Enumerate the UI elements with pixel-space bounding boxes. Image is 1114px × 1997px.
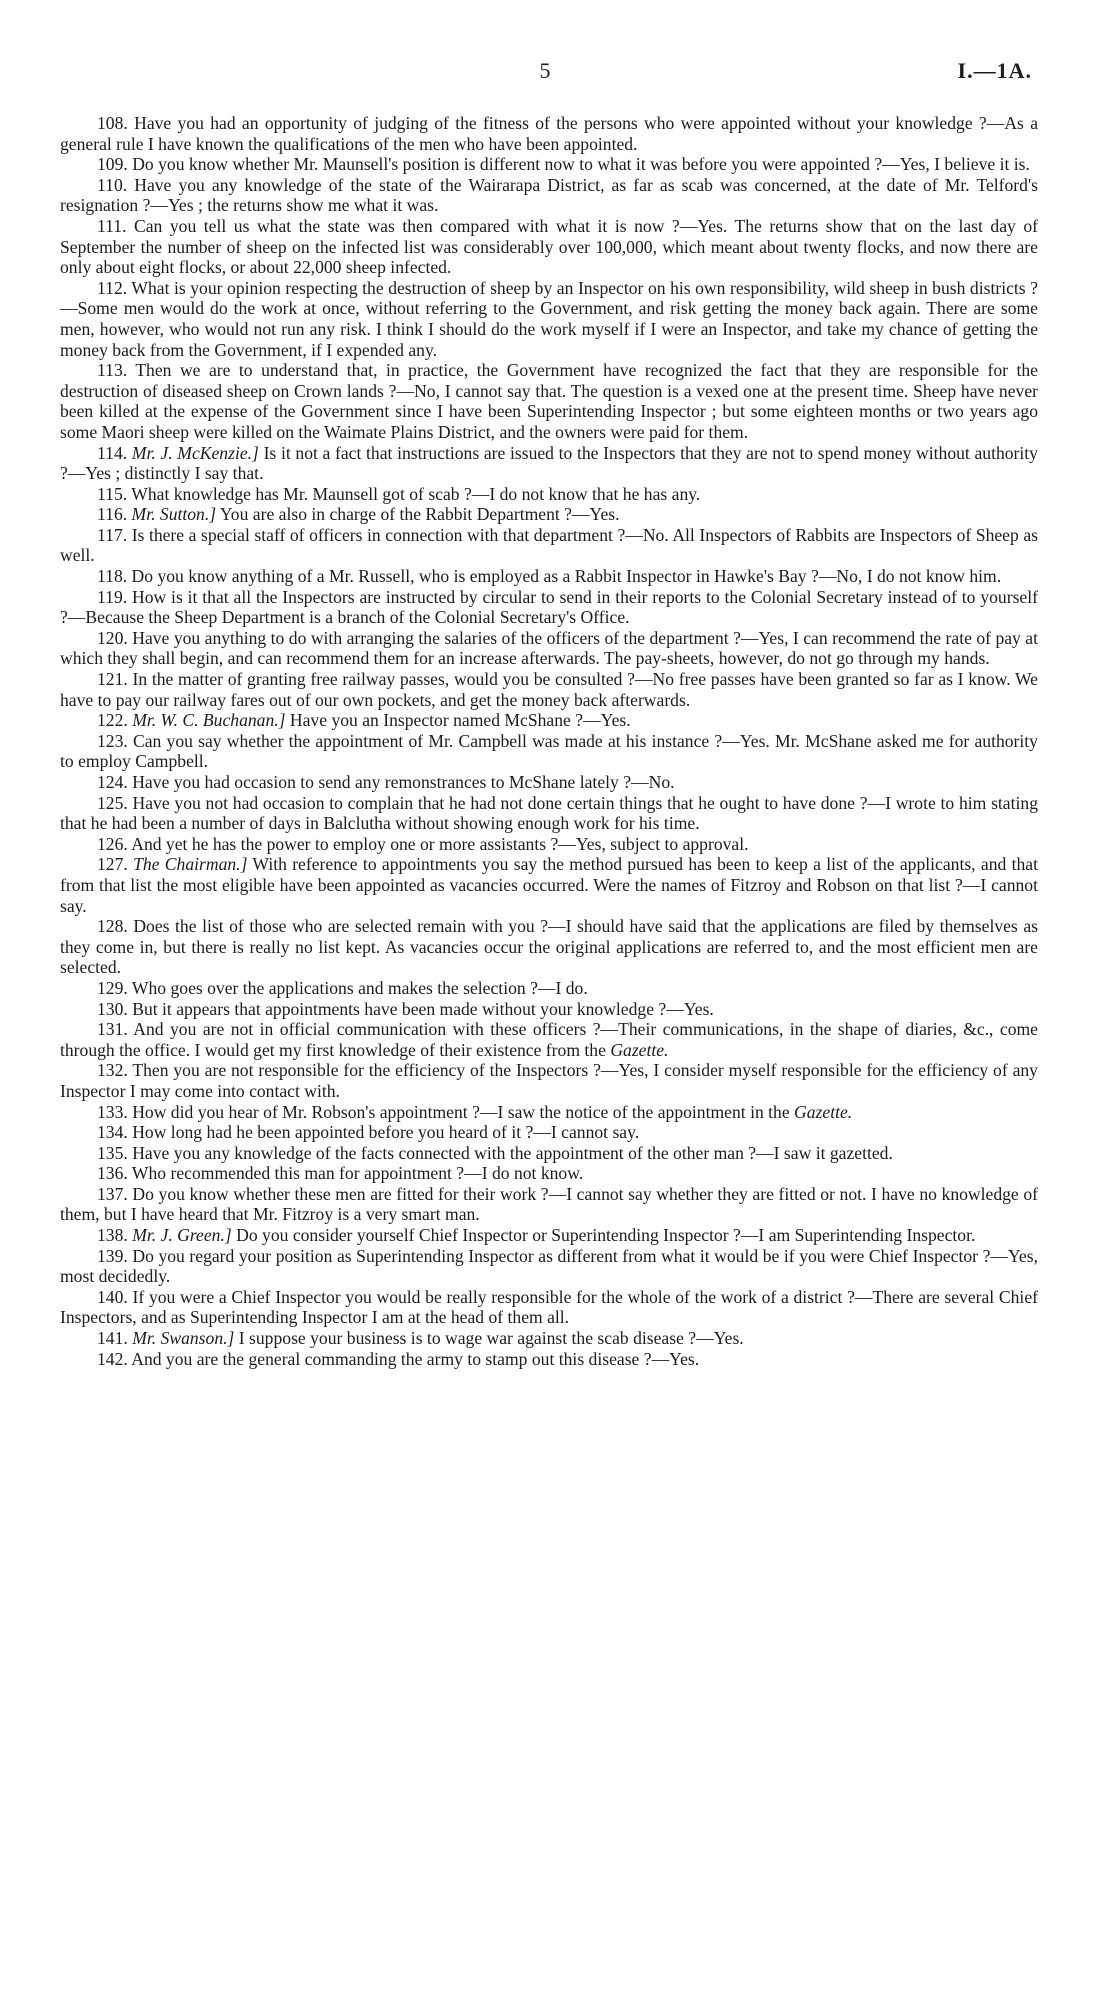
question-paragraph	[60, 1060, 1038, 1101]
evidence-body	[60, 113, 1038, 1369]
question-answer-text: You are also in charge of the Rabbit Department ?—Yes.	[219, 504, 620, 525]
question-number: 120.	[97, 627, 128, 648]
question-number: 125.	[97, 792, 128, 813]
speaker-name: Mr. Sutton.]	[131, 504, 217, 525]
question-answer-text: Have you not had occasion to complain that he had not done certain things that he ought to have done ?—I wrote to him stating that he had been a number of days in Balclutha without showing enough work for his time.	[60, 792, 1038, 834]
question-paragraph	[60, 504, 1038, 525]
question-paragraph	[60, 566, 1038, 587]
question-paragraph	[60, 525, 1038, 566]
question-answer-text: And you are not in official communication with these officers ?—Their communications, in the shape of diaries, &c., come through the office. I would get my first knowledge of their existence from the	[60, 1019, 1038, 1060]
question-answer-text: Is there a special staff of officers in connection with that department ?—No. All Inspectors of Rabbits are Inspectors of Sheep as well.	[60, 524, 1038, 566]
question-number: 124.	[97, 772, 128, 792]
question-number: 110.	[97, 174, 128, 195]
speaker-name: Mr. J. Green.]	[132, 1225, 232, 1246]
question-paragraph	[60, 216, 1038, 278]
question-answer-text: Do you know anything of a Mr. Russell, who is employed as a Rabbit Inspector in Hawke's Bay ?—No, I do not know him.	[131, 566, 1002, 587]
question-number: 139.	[97, 1245, 128, 1266]
question-number: 122.	[97, 710, 128, 731]
question-answer-text: Have you anything to do with arranging the salaries of the officers of the department ?—Yes, I can recommend the rate of pay at which they shall begin, and can recommend them for an increase afterwards. The pay-sheets, however, do not go through my hands.	[60, 627, 1038, 669]
question-answer-text: And you are the general commanding the army to stamp out this disease ?—Yes.	[131, 1348, 700, 1369]
question-paragraph	[60, 916, 1038, 978]
question-paragraph	[60, 1349, 1038, 1370]
question-paragraph	[60, 1246, 1038, 1287]
question-answer-text: Who goes over the applications and makes the selection ?—I do.	[131, 977, 588, 998]
question-answer-text: Have you any knowledge of the facts connected with the appointment of the other man ?—I saw it gazetted.	[132, 1142, 893, 1163]
question-number: 117.	[97, 524, 128, 545]
question-number: 121.	[97, 669, 128, 690]
question-number: 123.	[97, 730, 128, 751]
speaker-name: Mr. W. C. Buchanan.]	[132, 710, 286, 731]
question-paragraph	[60, 175, 1038, 216]
question-answer-text: Have you had occasion to send any remonstrances to McShane lately ?—No.	[132, 772, 675, 792]
publication-title: Gazette.	[610, 1039, 669, 1060]
question-paragraph	[60, 113, 1038, 154]
question-number: 114.	[97, 442, 128, 463]
question-paragraph	[60, 360, 1038, 442]
question-answer-text: Have you had an opportunity of judging of the fitness of the persons who were appointed without your knowledge ?—As a general rule I have known the qualifications of the men who have been appointed.	[60, 113, 1038, 154]
question-number: 129.	[97, 977, 128, 998]
publication-title: Gazette.	[794, 1101, 853, 1122]
question-number: 141.	[97, 1328, 128, 1349]
question-answer-text: Do you regard your position as Superintending Inspector as different from what it would be if you were Chief Inspector ?—Yes, most decidedly.	[60, 1245, 1038, 1287]
question-number: 119.	[97, 586, 128, 607]
question-number: 138.	[97, 1225, 128, 1246]
question-answer-text: But it appears that appointments have been made without your knowledge ?—Yes.	[132, 998, 714, 1019]
document-reference: I.—1A.	[957, 58, 1032, 83]
question-answer-text: Do you know whether Mr. Maunsell's position is different now to what it was before you were appointed ?—Yes, I believe it is.	[132, 154, 1030, 175]
question-number: 131.	[97, 1019, 128, 1040]
question-number: 132.	[97, 1060, 128, 1081]
question-paragraph	[60, 669, 1038, 710]
question-paragraph	[60, 484, 1038, 505]
question-answer-text: How did you hear of Mr. Robson's appointment ?—I saw the notice of the appointment in the	[132, 1101, 790, 1122]
question-number: 108.	[97, 113, 128, 133]
question-answer-text: With reference to appointments you say the method pursued has been to keep a list of the applicants, and that from that list the most eligible have been appointed as vacancies occurred. Were the names of Fitzroy and Robson on that list ?—I cannot say.	[60, 854, 1038, 916]
question-number: 142.	[97, 1348, 128, 1369]
question-number: 136.	[97, 1163, 128, 1184]
question-number: 126.	[97, 833, 128, 854]
question-answer-text: Do you consider yourself Chief Inspector or Superintending Inspector ?—I am Superintending Inspector.	[236, 1225, 976, 1246]
question-paragraph	[60, 1102, 1038, 1123]
page-number: 5	[539, 58, 551, 83]
question-number: 133.	[97, 1101, 128, 1122]
question-answer-text: Do you know whether these men are fitted for their work ?—I cannot say whether they are fitted or not. I have no knowledge of them, but I have heard that Mr. Fitzroy is a very smart man.	[60, 1183, 1038, 1225]
question-answer-text: Have you any knowledge of the state of the Wairarapa District, as far as scab was concerned, at the date of Mr. Telford's resignation ?—Yes ; the returns show me what it was.	[60, 174, 1038, 216]
question-answer-text: Have you an Inspector named McShane ?—Yes.	[289, 710, 631, 731]
question-answer-text: Who recommended this man for appointment ?—I do not know.	[131, 1163, 584, 1184]
question-answer-text: In the matter of granting free railway passes, would you be consulted ?—No free passes have been granted so far as I know. We have to pay our railway fares out of our own pockets, and get the money back afterwards.	[60, 669, 1038, 710]
question-answer-text: Can you tell us what the state was then compared with what it is now ?—Yes. The returns show that on the last day of September the number of sheep on the infected list was considerably over 100,000, which meant about twenty flocks, and now there are only about eight flocks, or about 22,000 sheep infected.	[60, 215, 1039, 278]
question-answer-text: Is it not a fact that instructions are issued to the Inspectors that they are not to spend money without authority ?—Yes ; distinctly I say that.	[60, 442, 1038, 484]
question-number: 127.	[97, 854, 128, 875]
question-paragraph	[60, 772, 1038, 793]
question-paragraph	[60, 731, 1038, 772]
question-paragraph	[60, 1122, 1038, 1143]
question-answer-text: What knowledge has Mr. Maunsell got of scab ?—I do not know that he has any.	[131, 483, 701, 504]
question-paragraph	[60, 1184, 1038, 1225]
question-paragraph	[60, 1328, 1038, 1349]
question-answer-text: How is it that all the Inspectors are instructed by circular to send in their reports to the Colonial Secretary instead of to yourself ?—Because the Sheep Department is a branch of the Colonial Secretary's Office.	[60, 586, 1038, 628]
question-number: 118.	[97, 566, 128, 587]
question-answer-text: If you were a Chief Inspector you would be really responsible for the whole of the work of a district ?—There are several Chief Inspectors, and as Superintending Inspector I am at the head of them all.	[60, 1286, 1038, 1328]
question-number: 112.	[97, 277, 128, 298]
question-paragraph	[60, 999, 1038, 1020]
question-paragraph	[60, 1163, 1038, 1184]
question-paragraph	[60, 710, 1038, 731]
question-number: 128.	[97, 916, 128, 937]
question-paragraph	[60, 1287, 1038, 1328]
question-answer-text: What is your opinion respecting the destruction of sheep by an Inspector on his own responsibility, wild sheep in bush districts ?—Some men would do the work at once, without referring to the Government, and risk getting the money back again. There are some men, however, who would not run any risk. I think I should do the work myself if I were an Inspector, and take my chance of getting the money back from the Government, if I expended any.	[60, 277, 1038, 360]
speaker-name: Mr. J. McKenzie.]	[131, 442, 259, 463]
question-number: 109.	[97, 154, 128, 175]
question-number: 134.	[97, 1122, 128, 1143]
speaker-name: The Chairman.]	[133, 854, 248, 875]
question-paragraph	[60, 1225, 1038, 1246]
question-number: 111.	[97, 215, 127, 236]
question-number: 115.	[97, 483, 128, 504]
question-number: 113.	[97, 360, 128, 381]
speaker-name: Mr. Swanson.]	[132, 1328, 235, 1349]
question-paragraph	[60, 834, 1038, 855]
question-number: 116.	[97, 504, 128, 525]
question-number: 135.	[97, 1142, 128, 1163]
question-number: 140.	[97, 1286, 128, 1307]
question-answer-text: Does the list of those who are selected remain with you ?—I should have said that the applications are filed by themselves as they come in, but there is really no list kept. As vacancies occur the original applications are referred to, and the most efficient men are selected.	[60, 916, 1038, 978]
question-answer-text: And yet he has the power to employ one or more assistants ?—Yes, subject to approval.	[131, 833, 749, 854]
question-number: 130.	[97, 998, 128, 1019]
question-answer-text: How long had he been appointed before you heard of it ?—I cannot say.	[132, 1122, 640, 1143]
question-paragraph	[60, 154, 1038, 175]
question-number: 137.	[97, 1183, 128, 1204]
question-answer-text: I suppose your business is to wage war against the scab disease ?—Yes.	[238, 1328, 744, 1349]
question-answer-text: Can you say whether the appointment of Mr. Campbell was made at his instance ?—Yes. Mr. McShane asked me for authority to employ Campbell.	[60, 730, 1038, 772]
question-paragraph	[60, 854, 1038, 916]
question-paragraph	[60, 443, 1038, 484]
question-paragraph	[60, 978, 1038, 999]
question-paragraph	[60, 1143, 1038, 1164]
question-answer-text: Then we are to understand that, in practice, the Government have recognized the fact that they are responsible for the destruction of diseased sheep on Crown lands ?—No, I cannot say that. The question is a vexed one at the present time. Sheep have never been killed at the expense of the Government since I have been Superintending Inspector ; but some eighteen months or two years ago some Maori sheep were killed on the Waimate Plains District, and the owners were paid for them.	[60, 360, 1038, 442]
question-paragraph	[60, 587, 1038, 628]
question-paragraph	[60, 1019, 1038, 1060]
question-paragraph	[60, 628, 1038, 669]
question-paragraph	[60, 793, 1038, 834]
question-paragraph	[60, 278, 1038, 360]
question-answer-text: Then you are not responsible for the efficiency of the Inspectors ?—Yes, I consider myself responsible for the efficiency of any Inspector I may come into contact with.	[60, 1060, 1038, 1101]
